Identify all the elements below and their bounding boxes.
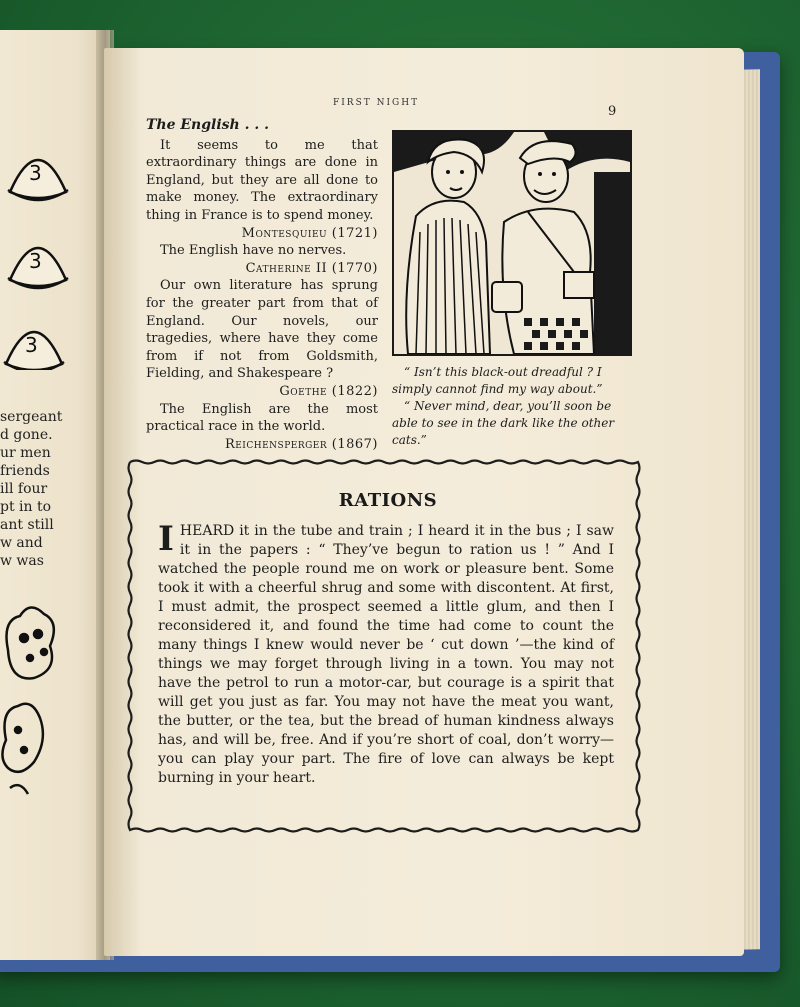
caption-line: “ Isn’t this black-out dreadful ? I simply cannot find my way about.” bbox=[392, 365, 603, 396]
quote-attribution: Goethe (1822) bbox=[279, 383, 378, 399]
quote-attribution: Catherine II (1770) bbox=[245, 260, 378, 276]
fragment-line: friends bbox=[0, 463, 50, 479]
blackout-cartoon bbox=[392, 130, 632, 356]
cone-number: 3 bbox=[29, 249, 42, 273]
fragment-line: sergeant bbox=[0, 409, 63, 425]
left-page-text bbox=[0, 408, 64, 570]
cone-number: 3 bbox=[25, 333, 38, 357]
fragment-line: ill four bbox=[0, 481, 48, 497]
running-head: FIRST NIGHT bbox=[333, 98, 420, 108]
fragment-line: d gone. bbox=[0, 427, 53, 443]
quote-text: Our own literature has sprung for the greater part from that of England. Our novels, our tragedies, where have they come from if not from Goldsmith, Fielding, and Shakespeare ? bbox=[146, 278, 378, 382]
cartoon-drawing bbox=[394, 132, 630, 354]
left-page bbox=[0, 30, 110, 960]
fragment-line: w and bbox=[0, 535, 43, 551]
cone-illustration bbox=[0, 130, 80, 370]
rations-title: RATIONS bbox=[338, 490, 438, 511]
quote-text: The English are the most practical race in the world. bbox=[146, 401, 378, 435]
fragment-line: pt in to bbox=[0, 499, 52, 515]
page-number: 9 bbox=[608, 104, 617, 119]
quote-attribution: Montesquieu (1721) bbox=[241, 225, 378, 241]
english-quotes-section bbox=[146, 117, 378, 453]
caption-line: “ Never mind, dear, you’ll soon be able to see in the dark like the other cats.” bbox=[392, 399, 615, 447]
doodle-illustration bbox=[0, 580, 70, 820]
fragment-line: ur men bbox=[0, 445, 51, 461]
rations-text: HEARD it in the tube and train ; I heard it in the bus ; I saw it in the papers : “ They’ve begun to ration us ! ” And I watched the people round me on work or pleasure bent. Some took it with a cheerful shrug and some with discontent. At first, I must admit, the prospect seemed a little glum, and then I reconsidered it, and found the time had come to count the many things I knew would never be ‘ cut down ’—the kind of things we may forget through living in a town. You may not have the petrol to run a motor-car, but courage is a spirit that will get you just as far. You may not have the meat you want, the butter, or the tea, but the bread of human kindness always has, and will be, free. And if you’re short of coal, don’t worry—you can play your part. The fire of love can always be kept burning in your heart. bbox=[158, 523, 614, 786]
rations-poem bbox=[158, 519, 614, 788]
fragment-line: ant still bbox=[0, 517, 54, 533]
fragment-line: w was bbox=[0, 553, 44, 569]
quote-text: It seems to me that extraordinary things are done in England, but they are all done to make money. The extraordinary thing in France is to spend money. bbox=[146, 137, 378, 223]
cartoon-caption bbox=[392, 364, 632, 449]
quote-attribution: Reichensperger (1867) bbox=[224, 436, 378, 452]
section-heading: The English . . . bbox=[146, 117, 269, 133]
drop-cap: I bbox=[158, 519, 174, 559]
cone-number: 3 bbox=[29, 161, 42, 185]
quote-text: The English have no nerves. bbox=[160, 243, 347, 259]
